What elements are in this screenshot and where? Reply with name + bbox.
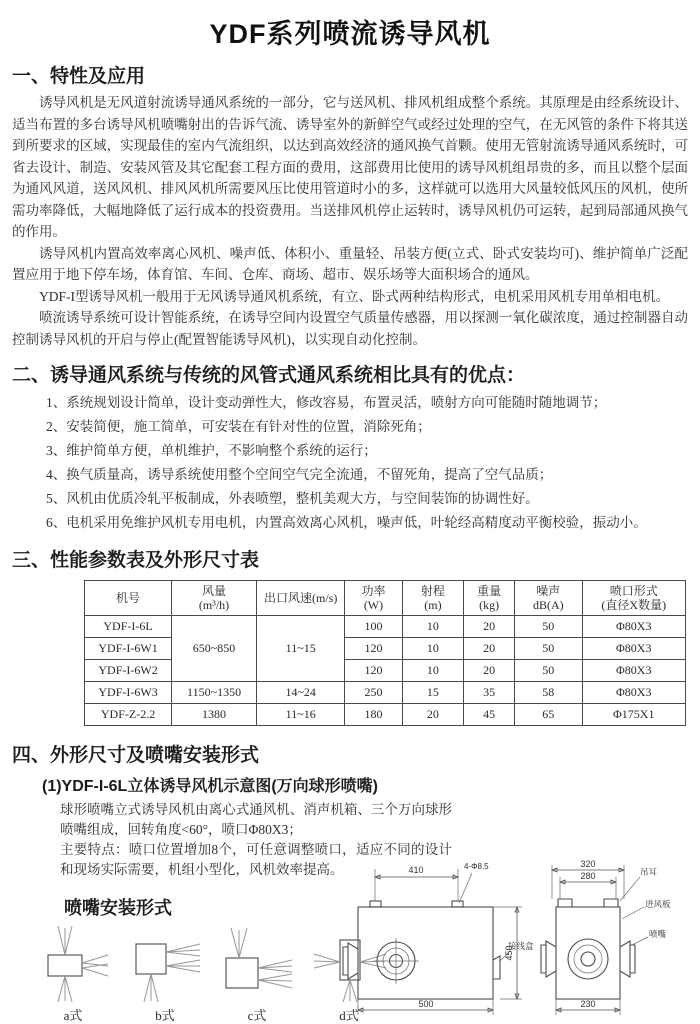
- nozzle-type-label: a式: [63, 1008, 83, 1023]
- header-cell: 机号: [85, 581, 172, 616]
- advantage-list: [12, 391, 688, 535]
- cell-power: 120: [345, 638, 402, 660]
- cell-range: 20: [402, 704, 464, 726]
- nozzle-diagram-b: [126, 922, 204, 1024]
- cell-model: YDF-I-6L: [85, 616, 172, 638]
- nozzle-diagram-a-drawing: [34, 922, 112, 1004]
- nozzle-install-heading: 喷嘴安装形式: [64, 898, 172, 918]
- performance-table: [84, 580, 686, 726]
- paragraph: 诱导风机内置高效率离心风机、噪声低、体积小、重量轻、吊装方便(立式、卧式安装均可)、维护简单广泛配置应用于地下停车场，体育馆、车间、仓库、商场、超市、娱乐场等大面积场合的通风。: [12, 245, 688, 282]
- advantage-item: 1、系统规划设计简单，设计变动弹性大，修改容易，布置灵活，喷射方向可能随时随地调节；: [46, 395, 607, 410]
- dim-280: 280: [580, 871, 596, 881]
- section1-heading: 一、特性及应用: [12, 66, 146, 87]
- advantage-item: 3、维护简单方便，单机维护，不影响整个系统的运行；: [46, 443, 377, 458]
- label-lug: 吊耳: [640, 867, 658, 877]
- front-view: [343, 862, 534, 1015]
- header-cell: 重量 (kg): [464, 581, 515, 616]
- header-cell: 喷口形式 (直径X数量): [582, 581, 686, 616]
- paragraph: YDF-I型诱导风机一般用于无风诱导通风机系统，有立、卧式两种结构形式，电机采用风机专用单相电机。: [39, 288, 669, 304]
- header-cell: 出口风速(m/s): [256, 581, 344, 616]
- advantage-item: 5、风机由优质冷轧平板制成，外表喷塑，整机美观大方，与空间装饰的协调性好。: [46, 491, 539, 506]
- paragraph: 喷流诱导系统可设计智能系统，在诱导空间内设置空气质量传感器，用以探测一氧化碳浓度，通过控制器自动控制诱导风机的开启与停止(配置智能诱导风机)，以实现自动化控制。: [12, 310, 688, 347]
- dim-500: 500: [418, 999, 434, 1009]
- advantage-item: 2、安装简便，施工简单，可安装在有针对性的位置，消除死角；: [46, 419, 431, 434]
- cell-speed: 11~15: [256, 616, 344, 682]
- dimension-drawings: [340, 857, 700, 1019]
- cell-flow: 1150~1350: [172, 682, 257, 704]
- label-inlet-panel: 进风板: [645, 899, 671, 909]
- nozzle-diagram-a: [34, 922, 112, 1024]
- side-view: [541, 859, 671, 1015]
- cell-nozzle: Φ175X1: [582, 704, 686, 726]
- paragraph: 主要特点：喷口位置增加8个，可任意调整喷口，适应不同的设计和现场实际需要，机组小型化，风机效率提高。: [60, 842, 452, 877]
- cell-weight: 45: [464, 704, 515, 726]
- cell-noise: 50: [515, 660, 582, 682]
- fan-dimension-drawing: [340, 857, 700, 1019]
- cell-range: 10: [402, 660, 464, 682]
- nozzle-diagram-c-drawing: [218, 922, 296, 1004]
- advantage-item: 6、电机采用免维护风机专用电机，内置高效离心风机，噪声低，叶轮经高精度动平衡校验，振动小。: [46, 515, 647, 530]
- cell-power: 120: [345, 660, 402, 682]
- nozzle-type-label: d式: [339, 1008, 359, 1023]
- section4-subheading: (1)YDF-I-6L立体诱导风机示意图(万向球形喷嘴): [42, 778, 378, 795]
- cell-noise: 58: [515, 682, 582, 704]
- cell-model: YDF-I-6W3: [85, 682, 172, 704]
- cell-speed: 14~24: [256, 682, 344, 704]
- cell-weight: 20: [464, 616, 515, 638]
- cell-flow: 650~850: [172, 616, 257, 682]
- cell-nozzle: Φ80X3: [582, 660, 686, 682]
- cell-noise: 50: [515, 638, 582, 660]
- table-row: [85, 704, 686, 726]
- nozzle-type-label: b式: [155, 1008, 175, 1023]
- table-row: [85, 616, 686, 638]
- cell-nozzle: Φ80X3: [582, 682, 686, 704]
- section2-heading: 二、诱导通风系统与传统的风管式通风系统相比具有的优点：: [12, 365, 526, 386]
- cell-weight: 20: [464, 660, 515, 682]
- cell-power: 250: [345, 682, 402, 704]
- dim-320: 320: [580, 859, 596, 869]
- cell-range: 10: [402, 638, 464, 660]
- section4-content: [12, 773, 688, 1023]
- cell-weight: 35: [464, 682, 515, 704]
- cell-power: 100: [345, 616, 402, 638]
- cell-noise: 50: [515, 616, 582, 638]
- cell-model: YDF-I-6W1: [85, 638, 172, 660]
- table-header-row: [85, 581, 686, 616]
- cell-weight: 20: [464, 638, 515, 660]
- section4-heading: 四、外形尺寸及喷嘴安装形式: [12, 745, 260, 766]
- page-title: YDF系列喷流诱导风机: [209, 19, 491, 49]
- advantage-item: 4、换气质量高，诱导系统使用整个空间空气完全流通，不留死角，提高了空气品质；: [46, 467, 553, 482]
- paragraph: 球形喷嘴立式诱导风机由离心式通风机、消声机箱、三个万向球形喷嘴组成，回转角度<60°，喷口Φ80X3；: [60, 802, 452, 837]
- header-cell: 射程 (m): [402, 581, 464, 616]
- cell-noise: 65: [515, 704, 582, 726]
- cell-model: YDF-Z-2.2: [85, 704, 172, 726]
- section3-heading: 三、性能参数表及外形尺寸表: [12, 550, 260, 571]
- cell-speed: 11~16: [256, 704, 344, 726]
- dim-450: 450: [504, 945, 514, 961]
- paragraph: 诱导风机是无风道射流诱导通风系统的一部分，它与送风机、排风机组成整个系统。其原理是由经系统设计、适当布置的多台诱导风机喷嘴射出的告诉气流、诱导室外的新鲜空气或经过处理的空气，在无风管的条件下将其送到所要求的区域，实现最佳的室内气流组织，以达到高效经济的通风换气首颗。使用无管射流诱导通风系统时，可省去设计、制造、安装风管及其它配套工程方面的费用，这部费用比使用的诱导风机组昂贵的多，而且以整个层面为通风风道，送风风机、排风风机所需要风压比使用管道时小的多，这样就可以选用大风量较低风压的风机，使所需功率降低，大幅地降低了运行成本的投资费用。当送排风机停止运转时，诱导风机仍可运转，起到局部通风换气的作用。: [12, 95, 688, 239]
- dim-230: 230: [580, 999, 596, 1009]
- cell-flow: 1380: [172, 704, 257, 726]
- header-cell: 功率 (W): [345, 581, 402, 616]
- header-cell: 噪声 dB(A): [515, 581, 582, 616]
- dim-410: 410: [408, 865, 424, 875]
- table-row: [85, 682, 686, 704]
- label-nozzle: 喷嘴: [649, 929, 667, 939]
- cell-model: YDF-I-6W2: [85, 660, 172, 682]
- cell-nozzle: Φ80X3: [582, 616, 686, 638]
- cell-range: 15: [402, 682, 464, 704]
- dim-holes: 4-Φ8.5: [464, 862, 489, 871]
- cell-power: 180: [345, 704, 402, 726]
- label-junction-box: 接线盒: [508, 941, 534, 951]
- nozzle-diagram-b-drawing: [126, 922, 204, 1004]
- cell-nozzle: Φ80X3: [582, 638, 686, 660]
- nozzle-diagram-c: [218, 922, 296, 1024]
- header-cell: 风量 (m³/h): [172, 581, 257, 616]
- nozzle-type-label: c式: [247, 1008, 267, 1023]
- cell-range: 10: [402, 616, 464, 638]
